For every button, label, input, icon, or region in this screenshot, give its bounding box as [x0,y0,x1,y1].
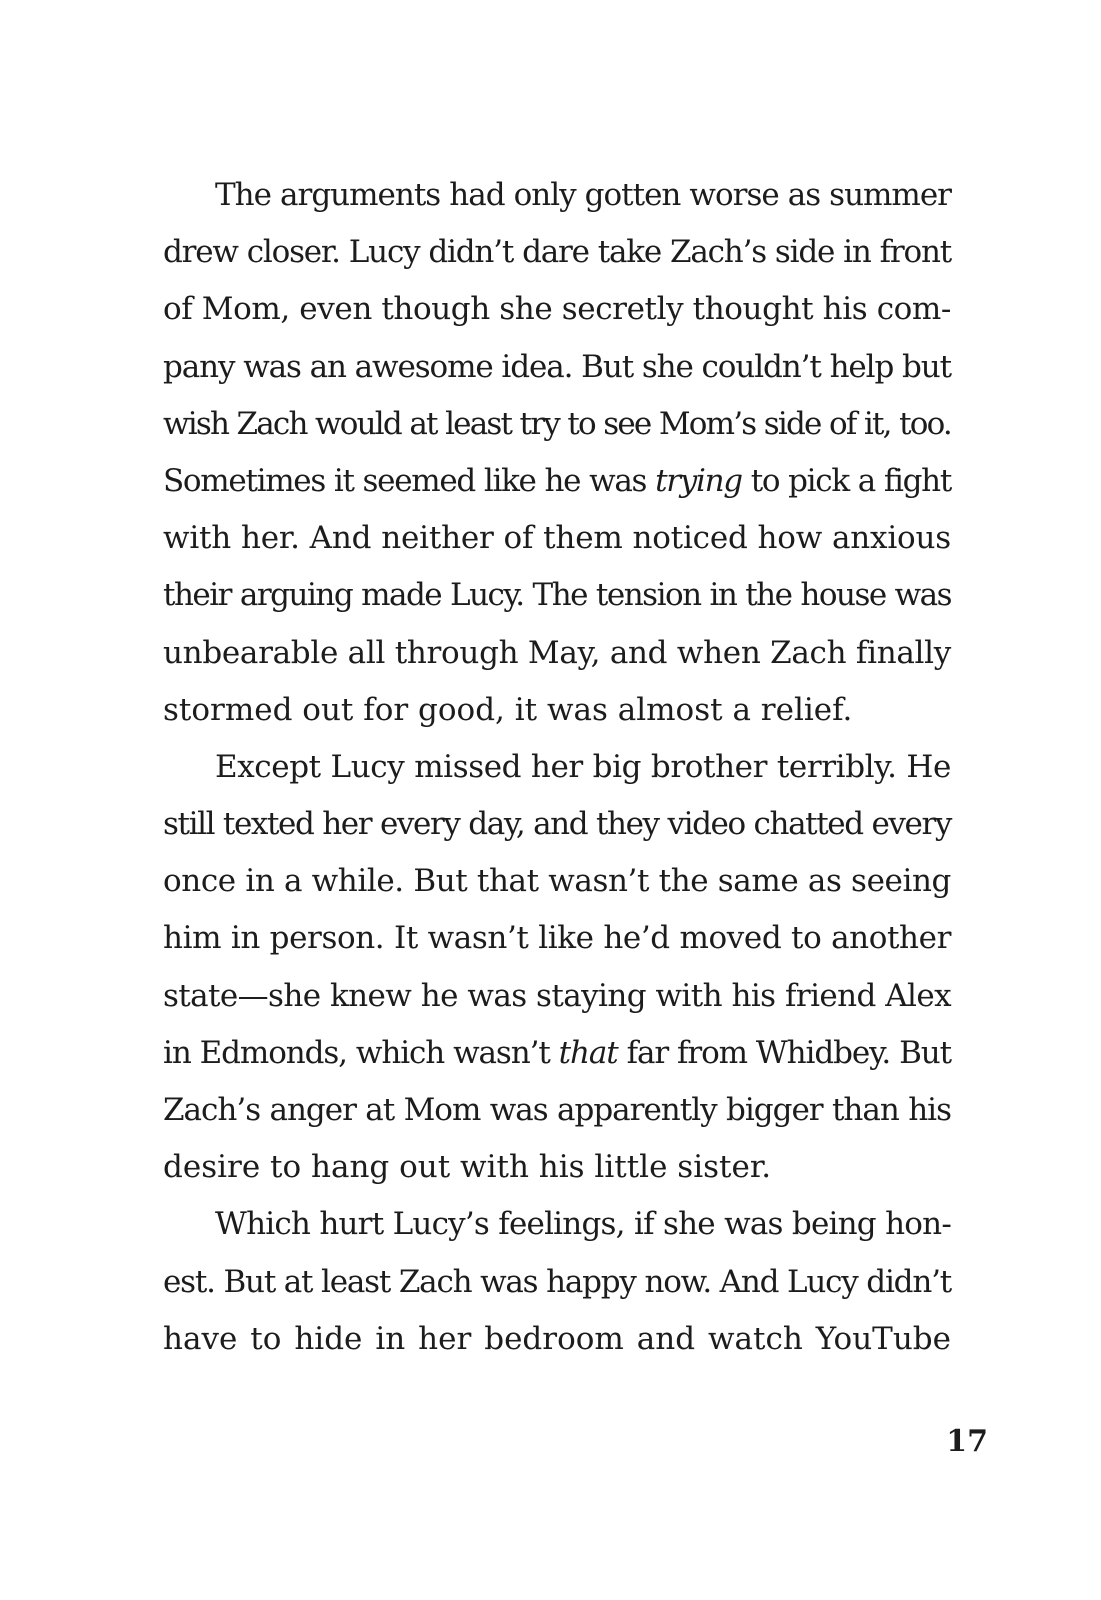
page-number: 17 [946,1424,988,1459]
text-segment: Zach’s anger at Mom was apparently bigger than his [163,1092,951,1128]
text-segment: state—she knew he was staying with his friend Alex [163,977,951,1014]
text-segment: pany was an awesome idea. But she couldn’t help but [163,348,951,385]
text-segment: have to hide in her bedroom and watch YouTube [163,1320,951,1357]
text-segment: far from Whidbey. But [617,1034,951,1071]
text-line [163,281,951,338]
text-line [163,1082,951,1139]
italic-text: trying [655,462,742,499]
text-segment: once in a while. But that wasn’t the same as seeing [163,863,951,900]
text-segment: The arguments had only gotten worse as summer [215,177,951,213]
text-line [163,1025,951,1082]
text-segment: est. But at least Zach was happy now. And Lucy didn’t [163,1263,951,1300]
text-line [163,1311,951,1368]
text-segment: with her. And neither of them noticed how anxious [163,520,951,557]
text-segment: stormed out for good, it was almost a relief. [163,691,853,728]
text-segment: desire to hang out with his little sister. [163,1149,772,1186]
paragraph [163,1196,951,1368]
text-line [163,224,951,281]
text-segment: drew closer. Lucy didn’t dare take Zach’s side in front [163,234,951,271]
text-line [163,1196,951,1253]
text-segment: their arguing made Lucy. The tension in the house was [163,577,951,614]
text-segment: Except Lucy missed her big brother terribly. He [215,748,951,785]
text-line [163,910,951,967]
text-segment: him in person. It wasn’t like he’d moved to another [163,920,951,957]
text-line [163,796,951,853]
text-line [163,167,951,224]
text-segment: unbearable all through May, and when Zach finally [163,634,951,671]
text-line [163,567,951,624]
text-segment: wish Zach would at least try to see Mom’s side of it, too. [163,405,951,442]
text-line [163,682,951,739]
text-line [163,853,951,910]
text-line [163,339,951,396]
text-line [163,625,951,682]
text-line [163,396,951,453]
text-line [163,510,951,567]
italic-text: that [558,1034,618,1071]
text-segment: Sometimes it seemed like he was [163,462,656,499]
body-text [163,167,951,1368]
paragraph [163,739,951,1197]
text-segment: Which hurt Lucy’s feelings, if she was being hon- [215,1206,951,1243]
text-segment: to pick a fight [741,462,951,499]
text-line [163,1254,951,1311]
paragraph [163,167,951,739]
text-line [163,739,951,796]
text-line [163,968,951,1025]
text-segment: still texted her every day, and they video chatted every [163,806,951,843]
text-segment: of Mom, even though she secretly thought his com- [163,291,951,328]
text-line [163,453,951,510]
text-segment: in Edmonds, which wasn’t [163,1034,559,1071]
text-line [163,1139,951,1196]
